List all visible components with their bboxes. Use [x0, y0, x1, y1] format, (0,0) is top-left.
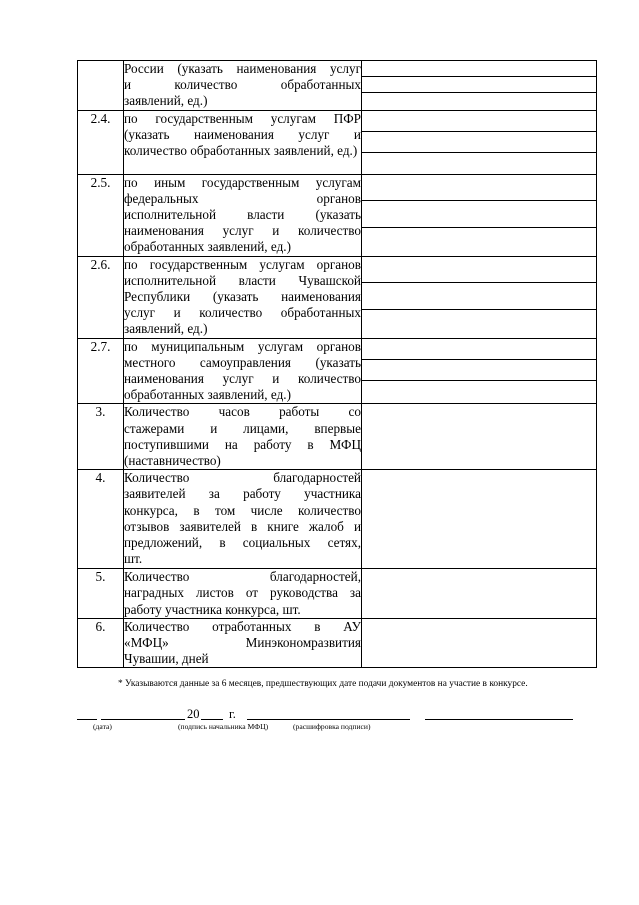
description-line: Количество благодарностей,	[124, 569, 361, 585]
value-input-cell[interactable]	[362, 77, 596, 93]
row-description	[124, 174, 362, 256]
description-line: Количество отработанных в АУ	[124, 618, 361, 634]
footnote: * Указываются данные за 6 месяцев, предшествующих дате подачи документов на участие в конкурсе.	[118, 679, 528, 689]
description-line: отзывов заявителей в книге жалоб и	[124, 518, 361, 534]
description-line: наградных листов от руководства за	[124, 585, 361, 601]
caption-decode: (расшифровка подписи)	[293, 722, 371, 731]
row-number: 2.6.	[78, 256, 124, 338]
description-line: наименования услуг и количество	[124, 371, 361, 387]
row-description	[124, 470, 362, 569]
value-cell[interactable]	[362, 470, 597, 569]
table-row	[78, 256, 597, 338]
row-description	[124, 61, 362, 111]
description-line: заявлений, ед.)	[124, 321, 208, 337]
description-line: по иным государственным услугам	[124, 174, 361, 190]
value-cell[interactable]	[362, 61, 597, 111]
row-description	[124, 338, 362, 404]
description-line: исполнительной власти Чувашской	[124, 272, 361, 288]
row-number: 2.7.	[78, 338, 124, 404]
row-number: 4.	[78, 470, 124, 569]
value-cell[interactable]	[362, 110, 597, 174]
description-line: исполнительной власти (указать	[124, 207, 361, 223]
value-input-cell[interactable]	[362, 283, 596, 310]
year-suffix: г.	[229, 707, 236, 721]
value-input-cell[interactable]	[362, 339, 596, 360]
table-row	[78, 61, 597, 111]
value-input-cell[interactable]	[362, 111, 596, 132]
value-input-cell[interactable]	[362, 470, 596, 568]
signature-line[interactable]	[247, 719, 410, 720]
description-line: и количество обработанных	[124, 77, 361, 93]
value-input-cell[interactable]	[362, 381, 596, 402]
decode-line[interactable]	[425, 719, 573, 720]
table-row	[78, 569, 597, 619]
table-row	[78, 338, 597, 404]
value-input-cell[interactable]	[362, 257, 596, 284]
caption-date: (дата)	[93, 722, 112, 731]
value-cell[interactable]	[362, 338, 597, 404]
description-line: обработанных заявлений, ед.)	[124, 387, 291, 403]
table-row	[78, 618, 597, 668]
value-input-cell[interactable]	[362, 61, 596, 77]
year-prefix: 20	[187, 707, 200, 721]
value-input-cell[interactable]	[362, 404, 596, 468]
description-line: Чувашии, дней	[124, 651, 209, 667]
row-number: 3.	[78, 404, 124, 470]
description-line: федеральных органов	[124, 190, 361, 206]
description-line: местного самоуправления (указать	[124, 354, 361, 370]
description-line: заявлений, ед.)	[124, 93, 208, 109]
description-line: (наставничество)	[124, 453, 221, 469]
table-row	[78, 110, 597, 174]
description-line: конкурса, в том числе количество	[124, 502, 361, 518]
value-input-cell[interactable]	[362, 619, 596, 667]
date-line-b	[101, 719, 185, 720]
description-line: (указать наименования услуг и	[124, 126, 361, 142]
value-input-cell[interactable]	[362, 93, 596, 109]
value-input-cell[interactable]	[362, 569, 596, 617]
value-input-cell[interactable]	[362, 228, 596, 255]
row-number	[78, 61, 124, 111]
description-line: заявителей за работу участника	[124, 486, 361, 502]
description-line: Республики (указать наименования	[124, 289, 361, 305]
description-line: по государственным услугам ПФР	[124, 110, 361, 126]
value-cell[interactable]	[362, 256, 597, 338]
value-input-cell[interactable]	[362, 132, 596, 153]
description-line: услуг и количество обработанных	[124, 305, 361, 321]
description-line: наименования услуг и количество	[124, 223, 361, 239]
value-input-cell[interactable]	[362, 310, 596, 337]
description-line: по государственным услугам органов	[124, 256, 361, 272]
value-input-cell[interactable]	[362, 153, 596, 174]
caption-signature: (подпись начальника МФЦ)	[178, 722, 269, 731]
value-input-cell[interactable]	[362, 201, 596, 228]
table-row	[78, 174, 597, 256]
value-cell[interactable]	[362, 618, 597, 668]
year-blank[interactable]	[201, 719, 223, 720]
row-description	[124, 256, 362, 338]
value-input-cell[interactable]	[362, 175, 596, 202]
description-line: по муниципальным услугам органов	[124, 338, 361, 354]
description-line: стажерами и лицами, впервые	[124, 420, 361, 436]
row-number: 2.4.	[78, 110, 124, 174]
description-line: работу участника конкурса, шт.	[124, 601, 301, 617]
description-line: Количество благодарностей	[124, 470, 361, 486]
row-description	[124, 404, 362, 470]
indicators-table	[77, 60, 597, 668]
value-cell[interactable]	[362, 404, 597, 470]
row-description	[124, 569, 362, 619]
description-line: предложений, в социальных сетях,	[124, 535, 361, 551]
table-row	[78, 470, 597, 569]
row-number: 5.	[78, 569, 124, 619]
description-line: количество обработанных заявлений, ед.)	[124, 143, 358, 159]
value-input-cell[interactable]	[362, 360, 596, 381]
value-cell[interactable]	[362, 569, 597, 619]
description-line: «МФЦ» Минэкономразвития	[124, 635, 361, 651]
description-line: поступившими на работу в МФЦ	[124, 436, 361, 452]
description-line: России (указать наименования услуг	[124, 61, 361, 76]
row-description	[124, 110, 362, 174]
row-number: 2.5.	[78, 174, 124, 256]
description-line: Количество часов работы со	[124, 404, 361, 420]
row-number: 6.	[78, 618, 124, 668]
description-line: обработанных заявлений, ед.)	[124, 239, 291, 255]
date-line-a	[77, 719, 97, 720]
footnote-separator	[77, 667, 373, 668]
row-description	[124, 618, 362, 668]
value-cell[interactable]	[362, 174, 597, 256]
description-line: шт.	[124, 551, 143, 567]
table-row	[78, 404, 597, 470]
